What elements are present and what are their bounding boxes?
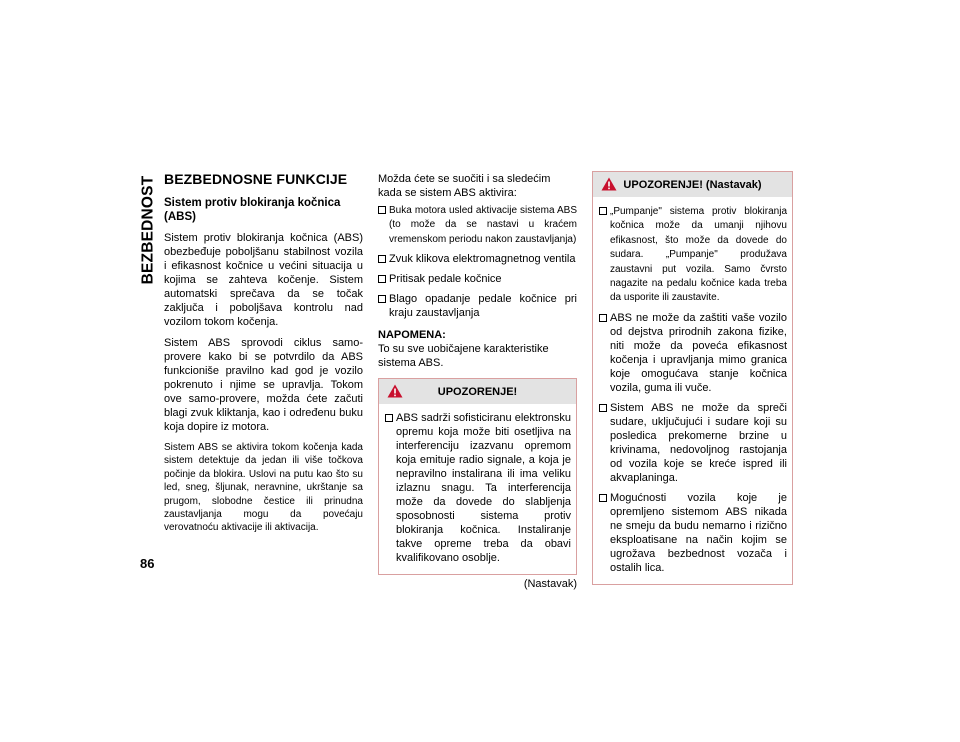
list-item-text: Pritisak pedale kočnice — [389, 273, 502, 286]
warning-item-text: ABS ne može da zaštiti vaše vozilo od dejstva prirodnih zakona fizike, niti može da poveća efikasnost kočenja i upravljanja mimo granica koje omogućava stanje kočnica vozila, guma ili vuče. — [610, 311, 787, 394]
section-side-tab — [137, 170, 159, 290]
paragraph: Sistem protiv blokiranja kočnica (ABS) obezbeđuje poboljšanu stabilnost vozila i efikasnost kočnice u većini situacija u kojima se zahteva kočenje. Sistem automatski sprečava da se točak zaključa i poboljšava kontrolu nad vozilom tokom kočenja. — [164, 232, 363, 328]
note-text: To su sve uobičajene karakteristike sistema ABS. — [378, 343, 549, 370]
warning-body — [593, 197, 792, 584]
warning-list — [385, 411, 571, 565]
warning-box-continued — [592, 171, 793, 585]
column-2 — [378, 172, 577, 591]
list-item — [378, 252, 577, 266]
paragraph: Sistem ABS se aktivira tokom kočenja kada sistem detektuje da jedan ili više točkova počinje da blokira. Uslovi na putu kao što su led, sneg, šljunak, neravnine, ukrštanje sa prugom, slobodne čestice ili prinudna zaustavljanja mogu da povećaju verovatnoću aktivacije ili aktivacija. — [164, 442, 363, 534]
warning-item — [599, 401, 787, 485]
list-item-text: Blago opadanje pedale kočnice pri kraju zaustavljanja — [389, 293, 577, 320]
warning-item — [385, 411, 571, 565]
list-item-text: Buka motora usled aktivacije sistema ABS (to može da se nastavi u kraćem vremenskom periodu nakon zaustavljanja) — [389, 205, 577, 245]
warning-item — [599, 491, 787, 575]
warning-title: UPOZORENJE! — [437, 385, 518, 398]
warning-list — [599, 204, 787, 575]
intro-text: Možda ćete se suočiti i sa sledećim kada se sistem ABS aktivira: — [378, 173, 551, 199]
warning-body — [379, 404, 576, 574]
abs-effects-list — [378, 203, 577, 320]
continued-label: (Nastavak) — [523, 578, 577, 591]
warning-item — [599, 204, 787, 305]
list-item — [378, 292, 577, 320]
warning-item — [599, 311, 787, 395]
warning-triangle-icon — [601, 177, 617, 191]
column-1 — [164, 172, 363, 542]
warning-box — [378, 378, 577, 575]
page-number: 86 — [140, 556, 155, 571]
warning-item-text: Mogućnosti vozila koje je opremljeno sistemom ABS nikada ne smeju da budu nemarno i rizično eksploatisane na način kojim se ugrožava bezbednost vozača i ostalih lica. — [610, 491, 787, 574]
list-item-text: Zvuk klikova elektromagnetnog ventila — [389, 253, 576, 266]
paragraph: Sistem ABS sprovodi ciklus samo-provere kako bi se potvrdilo da ABS funkcioniše pravilno kad god je vozilo pokrenuto i njime se upravlja. Tokom ove samo-provere, možda ćete začuti blagi zvuk kliktanja, kao i određenu buku koja dopire iz motora. — [164, 337, 363, 433]
warning-item-text: Sistem ABS ne može da spreči sudare, uključujući i sudare koji su posledica prekomerne brzine u krivinama, nedovoljnog rastojanja od vozila koje se kreće ispred ili akvaplaninga. — [610, 401, 787, 484]
note-title: NAPOMENA: — [378, 329, 446, 342]
warning-item-text: ABS sadrži sofisticiranu elektronsku opremu koja može biti osetljiva na interferenciju izazvanu opremom koja emituje radio signale, a koja je nepravilno instalirana ili ima veliku izlaznu snagu. Ta interferencija može da dovede do slabljenja sposobnosti sistema protiv blokiranja kočnica. Instaliranje takve opreme treba da obavi kvalifikovano osoblje. — [396, 412, 571, 565]
section-title: BEZBEDNOSNE FUNKCIJE — [164, 171, 348, 187]
warning-header — [593, 172, 792, 197]
warning-triangle-icon — [387, 384, 403, 398]
warning-item-text: „Pumpanje" sistema protiv blokiranja kočnica može da umanji njihovu efikasnost, što može da dovede do sudara. „Pumpanje" produžava zaustavni put vozila. Samo čvrsto nagazite na pedalu kočnice kada treba da usporite ili zaustavite. — [610, 206, 787, 304]
warning-header — [379, 379, 576, 404]
list-item — [378, 272, 577, 286]
section-side-tab-label: BEZBEDNOST — [139, 175, 157, 285]
column-3 — [592, 171, 793, 585]
abs-subtitle: Sistem protiv blokiranja kočnica (ABS) — [164, 197, 341, 223]
list-item — [378, 203, 577, 246]
warning-title: UPOZORENJE! (Nastavak) — [623, 178, 762, 191]
